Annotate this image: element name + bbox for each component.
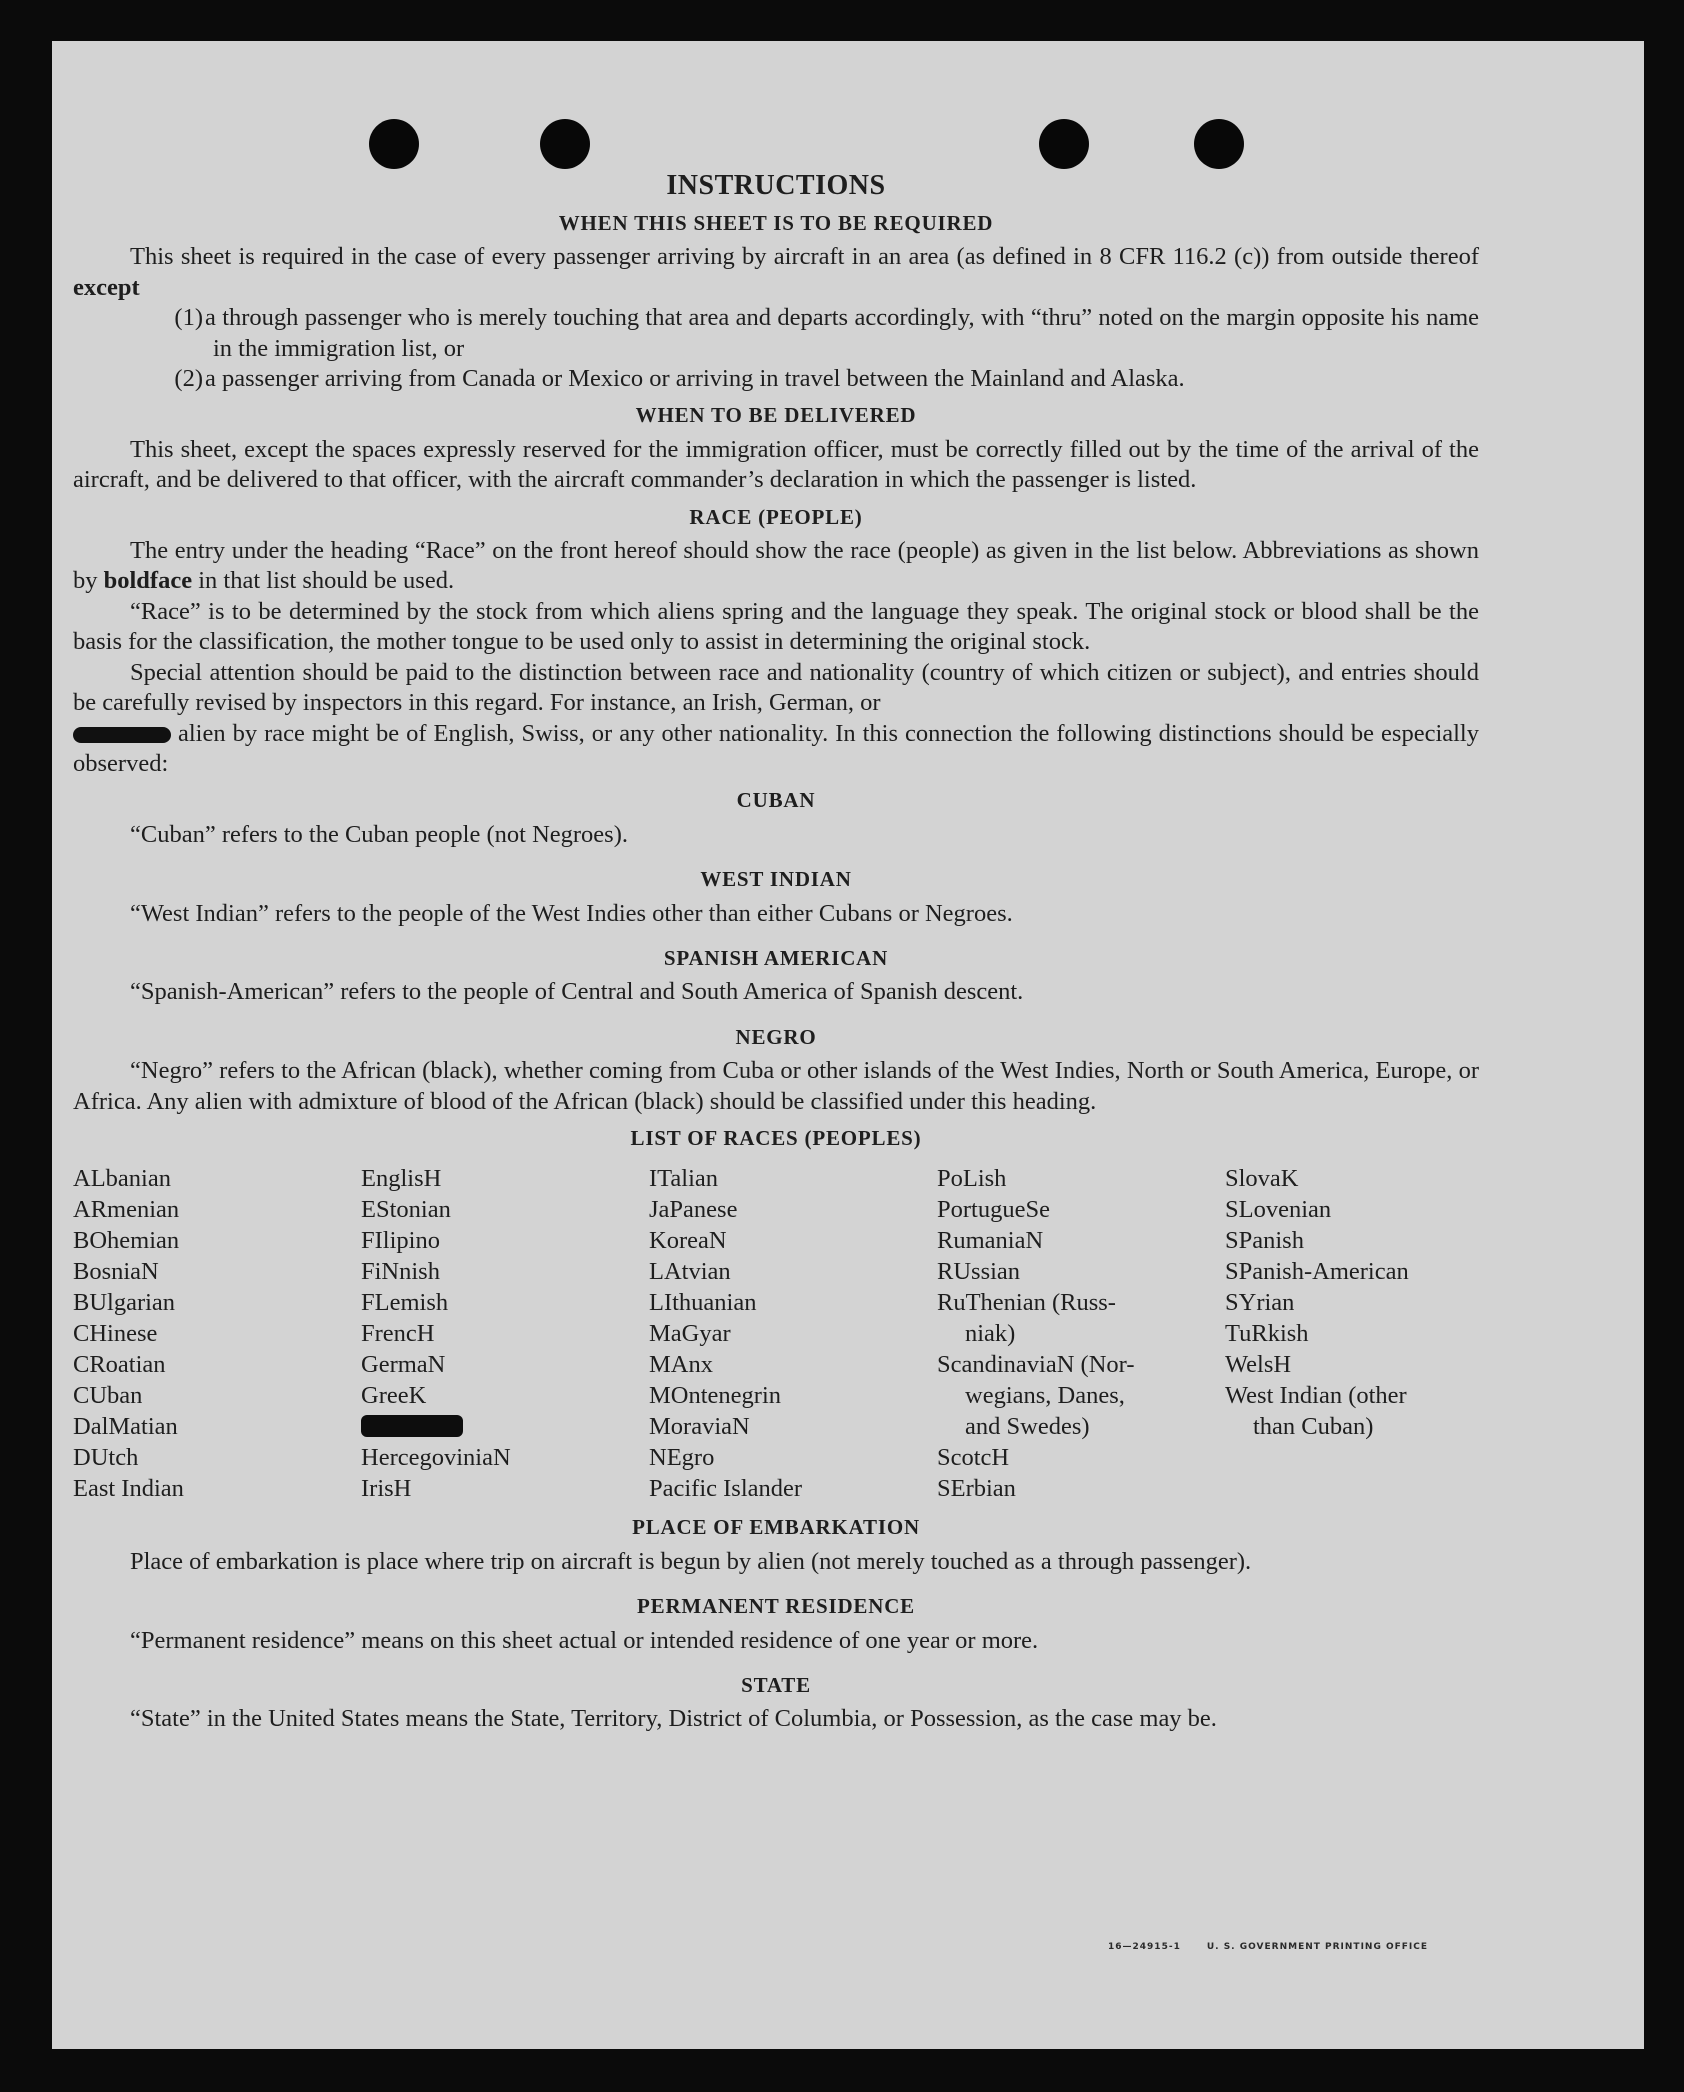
- list-item: JaPanese: [649, 1196, 738, 1224]
- page-title: INSTRUCTIONS: [666, 170, 886, 201]
- list-item: GermaN: [361, 1351, 446, 1379]
- section-heading-negro: NEGRO: [735, 1024, 817, 1049]
- list-item: KoreaN: [649, 1227, 727, 1255]
- list-item: MAnx: [649, 1351, 713, 1379]
- list-item: BosniaN: [73, 1258, 159, 1286]
- section-heading-delivered: WHEN TO BE DELIVERED: [635, 403, 917, 428]
- punch-hole: [1194, 119, 1244, 169]
- redaction-mark: [361, 1415, 463, 1437]
- list-item: than Cuban): [1253, 1413, 1374, 1441]
- list-item: ALbanian: [73, 1165, 171, 1193]
- list-item: RumaniaN: [937, 1227, 1044, 1255]
- list-item: niak): [965, 1320, 1016, 1348]
- race-paragraph-3: Special attention should be paid to the distinction between race and nationality (country of which citizen or subject), and entries should be carefully revised by inspectors in this regard. For instance, an Irish, German, or alien by race might be of English, Swiss, or any other nationality. In this connection the following distinctions should be especially observed:: [73, 658, 1479, 777]
- residence-definition: “Permanent residence” means on this sheet actual or intended residence of one year or more.: [130, 1626, 1039, 1654]
- list-item: DalMatian: [73, 1413, 178, 1441]
- west-indian-definition: “West Indian” refers to the people of the West Indies other than either Cubans or Negroes.: [130, 899, 1013, 927]
- list-item: FLemish: [361, 1289, 449, 1317]
- list-item: RUssian: [937, 1258, 1021, 1286]
- list-item: PoLish: [937, 1165, 1007, 1193]
- list-item: and Swedes): [965, 1413, 1090, 1441]
- list-item: CUban: [73, 1382, 143, 1410]
- list-item: CRoatian: [73, 1351, 166, 1379]
- list-item: SPanish: [1225, 1227, 1304, 1255]
- form-code: 16—24915-1: [1108, 1942, 1181, 1952]
- punch-hole: [1039, 119, 1089, 169]
- section-heading-state: STATE: [741, 1673, 811, 1697]
- list-item: East Indian: [73, 1475, 184, 1503]
- list-item: ARmenian: [73, 1196, 180, 1224]
- redaction-mark: [73, 727, 171, 743]
- races-column-4: [937, 1163, 1225, 1504]
- exception-item: (2) a passenger arriving from Canada or Mexico or arriving in travel between the Mainland and Alaska.: [174, 365, 1185, 393]
- races-column-2: [361, 1163, 649, 1504]
- list-item: EStonian: [361, 1196, 451, 1224]
- list-item: MoraviaN: [649, 1413, 750, 1441]
- list-item: SYrian: [1225, 1289, 1295, 1317]
- list-item: SLovenian: [1225, 1196, 1332, 1224]
- embarkation-definition: Place of embarkation is place where trip on aircraft is begun by alien (not merely touched as a through passenger).: [130, 1547, 1252, 1575]
- list-item: wegians, Danes,: [965, 1382, 1125, 1410]
- list-item: BUlgarian: [73, 1289, 176, 1317]
- list-item: NEgro: [649, 1444, 715, 1472]
- negro-definition: “Negro” refers to the African (black), whether coming from Cuba or other islands of the West Indies, North or South America, Europe, or Africa. Any alien with admixture of blood of the African (black) should be classified under this heading.: [73, 1057, 1479, 1115]
- list-item: LIthuanian: [649, 1289, 757, 1317]
- printer-name: U. S. GOVERNMENT PRINTING OFFICE: [1206, 1942, 1429, 1952]
- list-item: MaGyar: [649, 1320, 731, 1348]
- race-paragraph-2: “Race” is to be determined by the stock from which aliens spring and the language they speak. The original stock or blood shall be the basis for the classification, the mother tongue to be used only to assist in determining the original stock.: [73, 597, 1479, 656]
- list-item: TuRkish: [1225, 1320, 1309, 1348]
- list-of-races-heading: LIST OF RACES (PEOPLES): [630, 1125, 922, 1150]
- section-heading-embarkation: PLACE OF EMBARKATION: [632, 1515, 920, 1540]
- list-item: PortugueSe: [937, 1196, 1050, 1224]
- list-item: Pacific Islander: [649, 1475, 803, 1503]
- section-heading-spanish-american: SPANISH AMERICAN: [663, 945, 889, 970]
- list-item: IrisH: [361, 1475, 412, 1503]
- list-item: LAtvian: [649, 1258, 731, 1286]
- races-column-1: [73, 1163, 361, 1504]
- list-item: FrencH: [361, 1320, 435, 1348]
- list-item: SPanish-American: [1225, 1258, 1409, 1286]
- spanish-american-definition: “Spanish-American” refers to the people of Central and South America of Spanish descent.: [130, 978, 1024, 1006]
- state-definition: “State” in the United States means the State, Territory, District of Columbia, or Possession, as the case may be.: [130, 1705, 1217, 1733]
- list-item: DUtch: [73, 1444, 139, 1472]
- section-heading-required: WHEN THIS SHEET IS TO BE REQUIRED: [558, 211, 994, 235]
- list-item: SErbian: [937, 1475, 1016, 1503]
- list-item: West Indian (other: [1225, 1382, 1407, 1410]
- races-column-3: [649, 1163, 937, 1504]
- punch-hole: [540, 119, 590, 169]
- list-item: ITalian: [649, 1165, 719, 1193]
- section-heading-cuban: CUBAN: [736, 788, 816, 813]
- list-item: SlovaK: [1225, 1165, 1299, 1193]
- list-item: BOhemian: [73, 1227, 180, 1255]
- race-paragraph-1: The entry under the heading “Race” on the front hereof should show the race (people) as given in the list below. Abbreviations as shown by boldface in that list should be used.: [73, 537, 1479, 595]
- instructions-content: [73, 166, 1479, 1735]
- list-item: RuThenian (Russ-: [937, 1289, 1116, 1317]
- section-heading-race: RACE (PEOPLE): [689, 504, 863, 529]
- punch-hole: [369, 119, 419, 169]
- section-heading-west-indian: WEST INDIAN: [700, 867, 852, 892]
- cuban-definition: “Cuban” refers to the Cuban people (not Negroes).: [130, 820, 628, 848]
- delivered-paragraph: This sheet, except the spaces expressly reserved for the immigration officer, must be correctly filled out by the time of the arrival of the aircraft, and be delivered to that officer, with the aircraft commander’s declaration in which the passenger is listed.: [73, 435, 1479, 494]
- list-item: CHinese: [73, 1320, 158, 1348]
- list-item: ScandinaviaN (Nor-: [937, 1351, 1135, 1379]
- races-column-5: [1225, 1163, 1513, 1504]
- list-item: FiNnish: [361, 1258, 440, 1286]
- printer-imprint: [1108, 1942, 1454, 1952]
- races-list: [73, 1163, 1479, 1504]
- list-item: HercegoviniaN: [361, 1444, 511, 1472]
- exception-item: (1) a through passenger who is merely touching that area and departs accordingly, with “thru” noted on the margin opposite his name in the immigration list, or: [174, 304, 1479, 362]
- required-paragraph: This sheet is required in the case of every passenger arriving by aircraft in an area (as defined in 8 CFR 116.2 (c)) from outside thereof except: [73, 243, 1479, 301]
- list-item: WelsH: [1225, 1351, 1292, 1379]
- list-item: ScotcH: [937, 1444, 1010, 1472]
- list-item: FIlipino: [361, 1227, 440, 1255]
- section-heading-residence: PERMANENT RESIDENCE: [637, 1594, 915, 1619]
- list-item: MOntenegrin: [649, 1382, 781, 1410]
- list-item: GreeK: [361, 1382, 427, 1410]
- list-item: EnglisH: [361, 1165, 442, 1193]
